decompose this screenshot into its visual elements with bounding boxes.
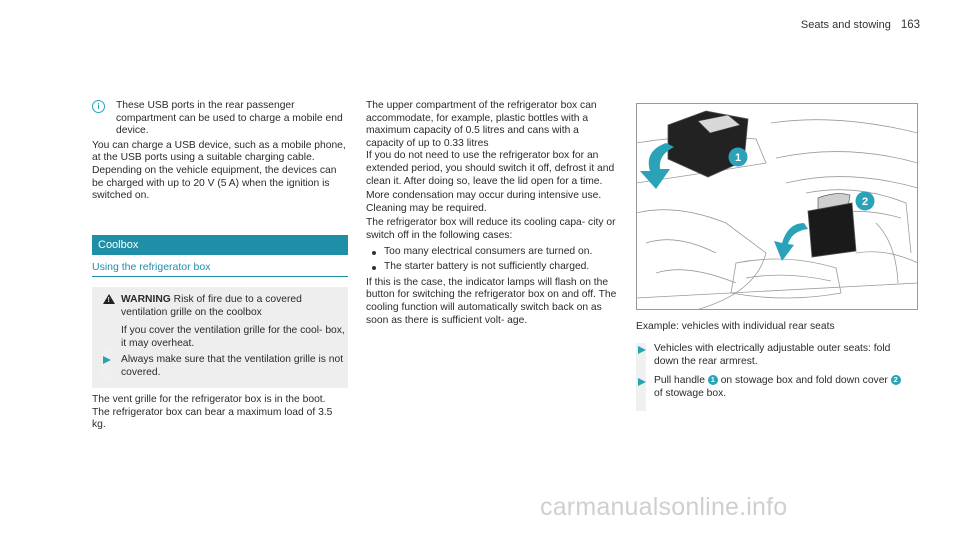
condensation-paragraph: More condensation may occur during intensive use. Cleaning may be required.: [366, 190, 602, 214]
step-2-text-a: Pull handle: [654, 375, 705, 386]
arrow-right-icon: [638, 378, 646, 386]
warning-headline-text: Risk of fire due to a covered ventilation grille on the coolbox: [121, 294, 302, 318]
column-3: [636, 321, 920, 334]
callout-1: 1: [734, 152, 742, 164]
coolbox-paragraphs: [92, 394, 348, 432]
column-1: [92, 100, 347, 203]
section-name: Seats and stowing: [800, 19, 891, 31]
warning-box: [92, 287, 348, 388]
warning-step-bar: [101, 348, 111, 380]
step-2-text-c: of stowage box.: [654, 387, 727, 399]
step-2: [654, 375, 904, 400]
section-bar: [92, 235, 348, 255]
section-title: Coolbox: [98, 239, 139, 251]
indicator-paragraph: If this is the case, the indicator lamps will flash on the button for switching the refrigerator box on and off. The cooling function will automatically switch back on as soon as there is sufficient volt- age.: [366, 276, 617, 326]
load-paragraph: The refrigerator box can bear a maximum load of 3.5 kg.: [92, 406, 333, 431]
info-note-text: These USB ports in the rear passenger compartment can be used to charge a mobile end device.: [116, 100, 343, 137]
info-note: [92, 100, 347, 138]
figure-caption: Example: vehicles with individual rear seats: [636, 321, 835, 332]
step-1: Vehicles with electrically adjustable outer seats: fold down the rear armrest.: [654, 343, 891, 367]
usb-paragraph: You can charge a USB device, such as a mobile phone, at the USB ports using a suitable charging cable. Depending on the vehicle equipment, the devices can be charged with up to 20 V (5 A) when the ignition is switched on.: [92, 139, 346, 202]
page-header: [801, 19, 920, 32]
info-icon: i: [92, 100, 105, 113]
warning-action: Always make sure that the ventilation grille is not covered.: [121, 354, 344, 378]
callout-1-inline: 1: [708, 375, 718, 385]
callout-2-inline: 2: [891, 375, 901, 385]
subheading: Using the refrigerator box: [92, 261, 348, 277]
warning-text: If you cover the ventilation grille for the cool- box, it may overheat.: [121, 325, 345, 349]
watermark: carmanualsonline.info: [540, 493, 788, 521]
vent-paragraph: The vent grille for the refrigerator box is in the boot.: [92, 394, 326, 405]
warning-triangle-icon: [103, 294, 115, 304]
upper-compartment-paragraph: The upper compartment of the refrigerator box can accommodate, for example, plastic bottles with a maximum capacity of 0.5 litres and cans with a capacity of up to 0.33 litres: [366, 100, 597, 149]
list-item: The starter battery is not sufficiently charged.: [366, 261, 618, 274]
arrow-right-icon: [103, 356, 111, 364]
callout-2: 2: [861, 196, 869, 208]
car-interior-drawing: [636, 103, 918, 310]
column-2: [366, 100, 618, 327]
arrow-right-icon: [638, 346, 646, 354]
coolbox-illustration: [636, 103, 918, 310]
warning-headline: [121, 294, 346, 319]
step-2-text-b: on stowage box and fold down cover: [720, 375, 888, 386]
switch-off-paragraph: If you do not need to use the refrigerator box for an extended period, you should switch it off, defrost it and clean it. After doing so, leave the lid open for a time.: [366, 150, 615, 187]
list-item: Too many electrical consumers are turned on.: [366, 246, 618, 259]
reduce-cooling-paragraph: The refrigerator box will reduce its cooling capa- city or switch off in the following cases:: [366, 217, 616, 241]
step-list: [636, 343, 920, 413]
warning-label: WARNING: [121, 294, 171, 305]
page-number: 163: [900, 19, 920, 31]
